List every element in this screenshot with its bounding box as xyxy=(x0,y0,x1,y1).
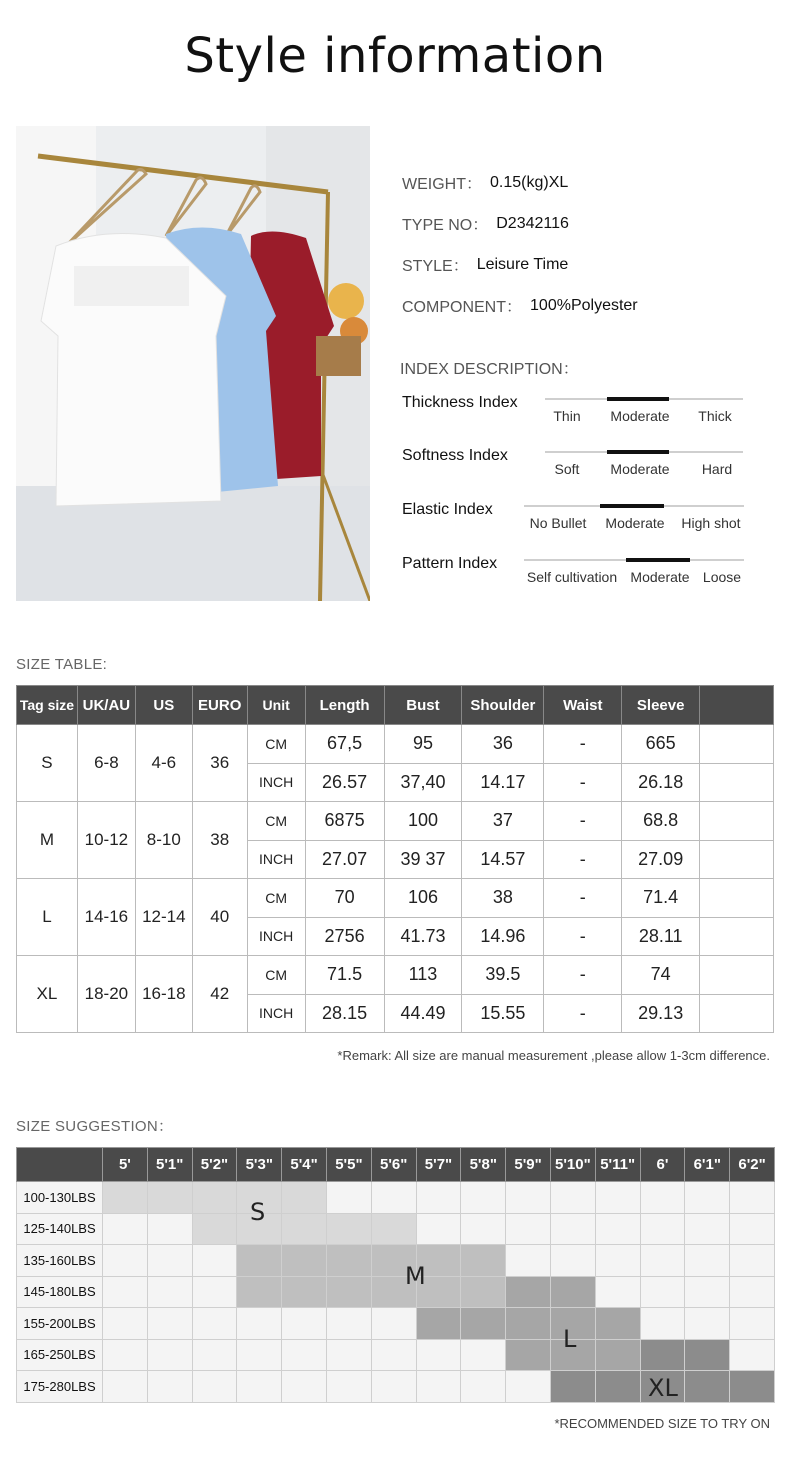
unit-cell: CM xyxy=(247,956,305,995)
height-header: 5'8" xyxy=(461,1148,506,1182)
unit-cell: INCH xyxy=(247,840,305,879)
size-cell-euro: 38 xyxy=(192,802,247,879)
grid-cell xyxy=(685,1276,730,1308)
grid-cell xyxy=(282,1308,327,1340)
grid-cell xyxy=(103,1339,148,1371)
size-zone-s xyxy=(192,1213,237,1245)
grid-cell xyxy=(461,1371,506,1403)
header-cell: UK/AU xyxy=(77,686,135,725)
size-cell-uk: 18-20 xyxy=(77,956,135,1033)
suggestion-row xyxy=(17,1245,775,1277)
size-zone-s xyxy=(103,1182,148,1214)
size-cell-us: 8-10 xyxy=(135,802,192,879)
measure-cell: 68.8 xyxy=(622,802,700,841)
header-cell xyxy=(700,686,774,725)
measure-cell: 29.13 xyxy=(622,994,700,1033)
spec-key: STYLE： xyxy=(402,258,469,275)
index-name: Elastic Index xyxy=(402,501,493,518)
table-row xyxy=(17,879,774,918)
measure-cell: 37 xyxy=(462,802,544,841)
height-header: 5'7" xyxy=(416,1148,461,1182)
weight-label: 100-130LBS xyxy=(17,1182,103,1214)
grid-cell xyxy=(640,1182,685,1214)
scale-label: Hard xyxy=(701,461,733,477)
header-cell: US xyxy=(135,686,192,725)
grid-cell xyxy=(416,1182,461,1214)
measure-cell: 106 xyxy=(384,879,462,918)
weight-label: 155-200LBS xyxy=(17,1308,103,1340)
spec-value: 0.15(kg)XL xyxy=(490,173,569,191)
size-zone-l xyxy=(506,1339,551,1371)
corner-cell xyxy=(17,1148,103,1182)
grid-cell xyxy=(730,1276,775,1308)
unit-cell: INCH xyxy=(247,994,305,1033)
measure-cell: - xyxy=(544,879,622,918)
unit-cell: CM xyxy=(247,879,305,918)
unit-cell: CM xyxy=(247,802,305,841)
size-cell-uk: 6-8 xyxy=(77,725,135,802)
unit-cell: CM xyxy=(247,725,305,764)
grid-cell xyxy=(640,1245,685,1277)
grid-cell xyxy=(147,1339,192,1371)
scale-label: Moderate xyxy=(630,569,690,585)
height-header: 5'6" xyxy=(371,1148,416,1182)
index-scale xyxy=(545,398,743,424)
grid-cell xyxy=(326,1339,371,1371)
grid-cell xyxy=(237,1371,282,1403)
measure-cell: 39.5 xyxy=(462,956,544,995)
suggestion-row xyxy=(17,1182,775,1214)
unit-cell: INCH xyxy=(247,763,305,802)
measure-cell: 27.07 xyxy=(305,840,384,879)
suggestion-row xyxy=(17,1213,775,1245)
grid-cell xyxy=(730,1308,775,1340)
size-cell-us: 12-14 xyxy=(135,879,192,956)
grid-cell xyxy=(326,1182,371,1214)
index-description-title: INDEX DESCRIPTION： xyxy=(400,361,579,378)
index-name: Softness Index xyxy=(402,447,508,464)
weight-label: 165-250LBS xyxy=(17,1339,103,1371)
grid-cell xyxy=(192,1371,237,1403)
size-zone-l xyxy=(595,1339,640,1371)
grid-cell xyxy=(192,1245,237,1277)
scale-label: Soft xyxy=(554,461,580,477)
grid-cell xyxy=(371,1339,416,1371)
measure-cell: - xyxy=(544,956,622,995)
size-table xyxy=(16,685,774,1033)
measure-cell: 6875 xyxy=(305,802,384,841)
page-title: Style information xyxy=(184,28,606,84)
size-zone-xl xyxy=(595,1371,640,1403)
zone-label-s: S xyxy=(250,1198,266,1226)
grid-cell xyxy=(103,1213,148,1245)
size-zone-m xyxy=(282,1245,327,1277)
grid-cell xyxy=(326,1308,371,1340)
size-cell-tag: M xyxy=(17,802,78,879)
scale-label: No Bullet xyxy=(529,515,587,531)
grid-cell xyxy=(192,1339,237,1371)
measure-cell: - xyxy=(544,994,622,1033)
spec-weight xyxy=(402,162,782,203)
measure-cell: 28.11 xyxy=(622,917,700,956)
measure-cell: 14.17 xyxy=(462,763,544,802)
scale-label: High shot xyxy=(681,515,741,531)
grid-cell xyxy=(416,1339,461,1371)
grid-cell xyxy=(506,1213,551,1245)
grid-cell xyxy=(685,1308,730,1340)
spec-key: TYPE NO： xyxy=(402,217,489,234)
grid-cell xyxy=(730,1213,775,1245)
height-header: 5'2" xyxy=(192,1148,237,1182)
grid-cell xyxy=(550,1213,595,1245)
unit-cell: INCH xyxy=(247,917,305,956)
grid-cell xyxy=(371,1182,416,1214)
grid-cell xyxy=(416,1371,461,1403)
weight-label: 175-280LBS xyxy=(17,1371,103,1403)
empty-cell xyxy=(700,763,774,802)
size-cell-tag: S xyxy=(17,725,78,802)
measure-cell: 113 xyxy=(384,956,462,995)
grid-cell xyxy=(685,1245,730,1277)
table-row xyxy=(17,802,774,841)
scale-label: Moderate xyxy=(605,515,665,531)
size-cell-euro: 40 xyxy=(192,879,247,956)
spec-key: COMPONENT： xyxy=(402,299,523,316)
measure-cell: 67,5 xyxy=(305,725,384,764)
scale-label: Thick xyxy=(698,408,732,424)
size-table-header xyxy=(17,686,774,725)
size-zone-l xyxy=(461,1308,506,1340)
suggestion-row xyxy=(17,1276,775,1308)
index-scale xyxy=(524,505,744,531)
measure-cell: 74 xyxy=(622,956,700,995)
table-row xyxy=(17,725,774,764)
size-zone-s xyxy=(371,1213,416,1245)
index-scale xyxy=(545,451,743,477)
measure-cell: 2756 xyxy=(305,917,384,956)
thickness-index xyxy=(400,394,750,434)
grid-cell xyxy=(147,1213,192,1245)
grid-cell xyxy=(506,1182,551,1214)
scale-label: Thin xyxy=(553,408,581,424)
grid-cell xyxy=(595,1276,640,1308)
header-cell: Length xyxy=(305,686,384,725)
grid-cell xyxy=(237,1308,282,1340)
size-cell-uk: 14-16 xyxy=(77,879,135,956)
size-zone-l xyxy=(550,1276,595,1308)
measure-cell: 71.4 xyxy=(622,879,700,918)
size-cell-uk: 10-12 xyxy=(77,802,135,879)
zone-label-m: M xyxy=(405,1262,426,1290)
measure-cell: - xyxy=(544,725,622,764)
size-cell-tag: L xyxy=(17,879,78,956)
measure-cell: 41.73 xyxy=(384,917,462,956)
scale-label: Moderate xyxy=(610,461,670,477)
grid-cell xyxy=(595,1245,640,1277)
grid-cell xyxy=(506,1245,551,1277)
grid-cell xyxy=(147,1371,192,1403)
height-header: 5'5" xyxy=(326,1148,371,1182)
spec-value: 100%Polyester xyxy=(530,296,638,314)
height-header: 5'9" xyxy=(506,1148,551,1182)
measure-cell: 38 xyxy=(462,879,544,918)
header-cell: EURO xyxy=(192,686,247,725)
empty-cell xyxy=(700,802,774,841)
size-cell-euro: 42 xyxy=(192,956,247,1033)
empty-cell xyxy=(700,917,774,956)
product-photo xyxy=(16,126,370,601)
grid-cell xyxy=(282,1339,327,1371)
grid-cell xyxy=(640,1308,685,1340)
grid-cell xyxy=(550,1182,595,1214)
height-header: 5'4" xyxy=(282,1148,327,1182)
header-cell: Waist xyxy=(544,686,622,725)
grid-cell xyxy=(103,1371,148,1403)
size-zone-s xyxy=(147,1182,192,1214)
size-suggestion-label: SIZE SUGGESTION： xyxy=(16,1118,174,1135)
size-zone-xl xyxy=(730,1371,775,1403)
pattern-index xyxy=(400,555,750,595)
size-cell-euro: 36 xyxy=(192,725,247,802)
height-header: 5'11" xyxy=(595,1148,640,1182)
measure-cell: 14.57 xyxy=(462,840,544,879)
size-zone-m xyxy=(326,1245,371,1277)
empty-cell xyxy=(700,956,774,995)
scale-label: Loose xyxy=(702,569,742,585)
table-row xyxy=(17,956,774,995)
grid-cell xyxy=(103,1308,148,1340)
measure-cell: 27.09 xyxy=(622,840,700,879)
spec-type-no xyxy=(402,203,782,244)
height-header: 5' xyxy=(103,1148,148,1182)
grid-cell xyxy=(103,1245,148,1277)
size-zone-m xyxy=(326,1276,371,1308)
remark-note: *Remark: All size are manual measurement ,please allow 1-3cm difference. xyxy=(337,1048,770,1063)
size-zone-xl xyxy=(640,1339,685,1371)
measure-cell: 70 xyxy=(305,879,384,918)
grid-cell xyxy=(461,1339,506,1371)
size-zone-m xyxy=(237,1245,282,1277)
grid-cell xyxy=(192,1276,237,1308)
grid-cell xyxy=(147,1308,192,1340)
measure-cell: 95 xyxy=(384,725,462,764)
measure-cell: - xyxy=(544,763,622,802)
suggestion-row xyxy=(17,1339,775,1371)
spec-value: Leisure Time xyxy=(476,255,569,273)
grid-cell xyxy=(237,1339,282,1371)
weight-label: 135-160LBS xyxy=(17,1245,103,1277)
weight-label: 125-140LBS xyxy=(17,1213,103,1245)
measure-cell: 15.55 xyxy=(462,994,544,1033)
grid-cell xyxy=(595,1182,640,1214)
measure-cell: 26.57 xyxy=(305,763,384,802)
grid-cell xyxy=(506,1371,551,1403)
grid-cell xyxy=(461,1182,506,1214)
height-header: 6'1" xyxy=(685,1148,730,1182)
size-zone-xl xyxy=(550,1371,595,1403)
size-zone-m xyxy=(282,1276,327,1308)
size-suggestion-table xyxy=(16,1147,775,1403)
grid-cell xyxy=(147,1276,192,1308)
size-zone-s xyxy=(282,1182,327,1214)
grid-cell xyxy=(730,1182,775,1214)
header-cell: Tag size xyxy=(17,686,78,725)
size-zone-xl xyxy=(685,1371,730,1403)
size-table-label: SIZE TABLE: xyxy=(16,656,108,673)
size-zone-l xyxy=(506,1308,551,1340)
measure-cell: - xyxy=(544,802,622,841)
grid-cell xyxy=(282,1371,327,1403)
recommend-note: *RECOMMENDED SIZE TO TRY ON xyxy=(554,1416,770,1431)
height-header: 5'10" xyxy=(550,1148,595,1182)
scale-label: Moderate xyxy=(610,408,670,424)
spec-key: WEIGHT： xyxy=(402,176,482,193)
grid-cell xyxy=(147,1245,192,1277)
measure-cell: - xyxy=(544,917,622,956)
size-cell-tag: XL xyxy=(17,956,78,1033)
spec-component xyxy=(402,285,782,326)
size-zone-s xyxy=(326,1213,371,1245)
measure-cell: 100 xyxy=(384,802,462,841)
grid-cell xyxy=(550,1245,595,1277)
header-cell: Sleeve xyxy=(622,686,700,725)
size-zone-xl xyxy=(685,1339,730,1371)
size-zone-l xyxy=(595,1308,640,1340)
measure-cell: 37,40 xyxy=(384,763,462,802)
height-header: 6' xyxy=(640,1148,685,1182)
index-name: Thickness Index xyxy=(402,394,518,411)
measure-cell: 36 xyxy=(462,725,544,764)
measure-cell: 665 xyxy=(622,725,700,764)
size-zone-l xyxy=(416,1308,461,1340)
grid-cell xyxy=(371,1371,416,1403)
spec-style xyxy=(402,244,782,285)
empty-cell xyxy=(700,994,774,1033)
size-cell-us: 4-6 xyxy=(135,725,192,802)
index-scale xyxy=(524,559,744,585)
zone-label-l: L xyxy=(563,1325,577,1353)
empty-cell xyxy=(700,725,774,764)
grid-cell xyxy=(685,1213,730,1245)
empty-cell xyxy=(700,879,774,918)
grid-cell xyxy=(192,1308,237,1340)
size-zone-m xyxy=(461,1276,506,1308)
scale-label: Self cultivation xyxy=(526,569,618,585)
grid-cell xyxy=(103,1276,148,1308)
size-zone-s xyxy=(192,1182,237,1214)
grid-cell xyxy=(730,1245,775,1277)
empty-cell xyxy=(700,840,774,879)
size-zone-m xyxy=(237,1276,282,1308)
spec-list xyxy=(402,162,782,326)
measure-cell: 14.96 xyxy=(462,917,544,956)
suggestion-row xyxy=(17,1308,775,1340)
measure-cell: 44.49 xyxy=(384,994,462,1033)
weight-label: 145-180LBS xyxy=(17,1276,103,1308)
size-cell-us: 16-18 xyxy=(135,956,192,1033)
measure-cell: 39 37 xyxy=(384,840,462,879)
header-cell: Shoulder xyxy=(462,686,544,725)
grid-cell xyxy=(640,1276,685,1308)
header-cell: Unit xyxy=(247,686,305,725)
height-header: 5'1" xyxy=(147,1148,192,1182)
measure-cell: 28.15 xyxy=(305,994,384,1033)
grid-cell xyxy=(730,1339,775,1371)
softness-index xyxy=(400,447,750,487)
size-zone-l xyxy=(506,1276,551,1308)
grid-cell xyxy=(461,1213,506,1245)
spec-value: D2342116 xyxy=(496,214,569,232)
elastic-index xyxy=(400,501,750,541)
grid-cell xyxy=(595,1213,640,1245)
grid-cell xyxy=(371,1308,416,1340)
zone-label-xl: XL xyxy=(648,1374,678,1402)
grid-cell xyxy=(326,1371,371,1403)
measure-cell: 71.5 xyxy=(305,956,384,995)
header-cell: Bust xyxy=(384,686,462,725)
suggestion-header xyxy=(17,1148,775,1182)
grid-cell xyxy=(416,1213,461,1245)
height-header: 6'2" xyxy=(730,1148,775,1182)
measure-cell: - xyxy=(544,840,622,879)
measure-cell: 26.18 xyxy=(622,763,700,802)
size-zone-s xyxy=(282,1213,327,1245)
index-name: Pattern Index xyxy=(402,555,498,572)
grid-cell xyxy=(685,1182,730,1214)
grid-cell xyxy=(640,1213,685,1245)
size-zone-m xyxy=(461,1245,506,1277)
height-header: 5'3" xyxy=(237,1148,282,1182)
